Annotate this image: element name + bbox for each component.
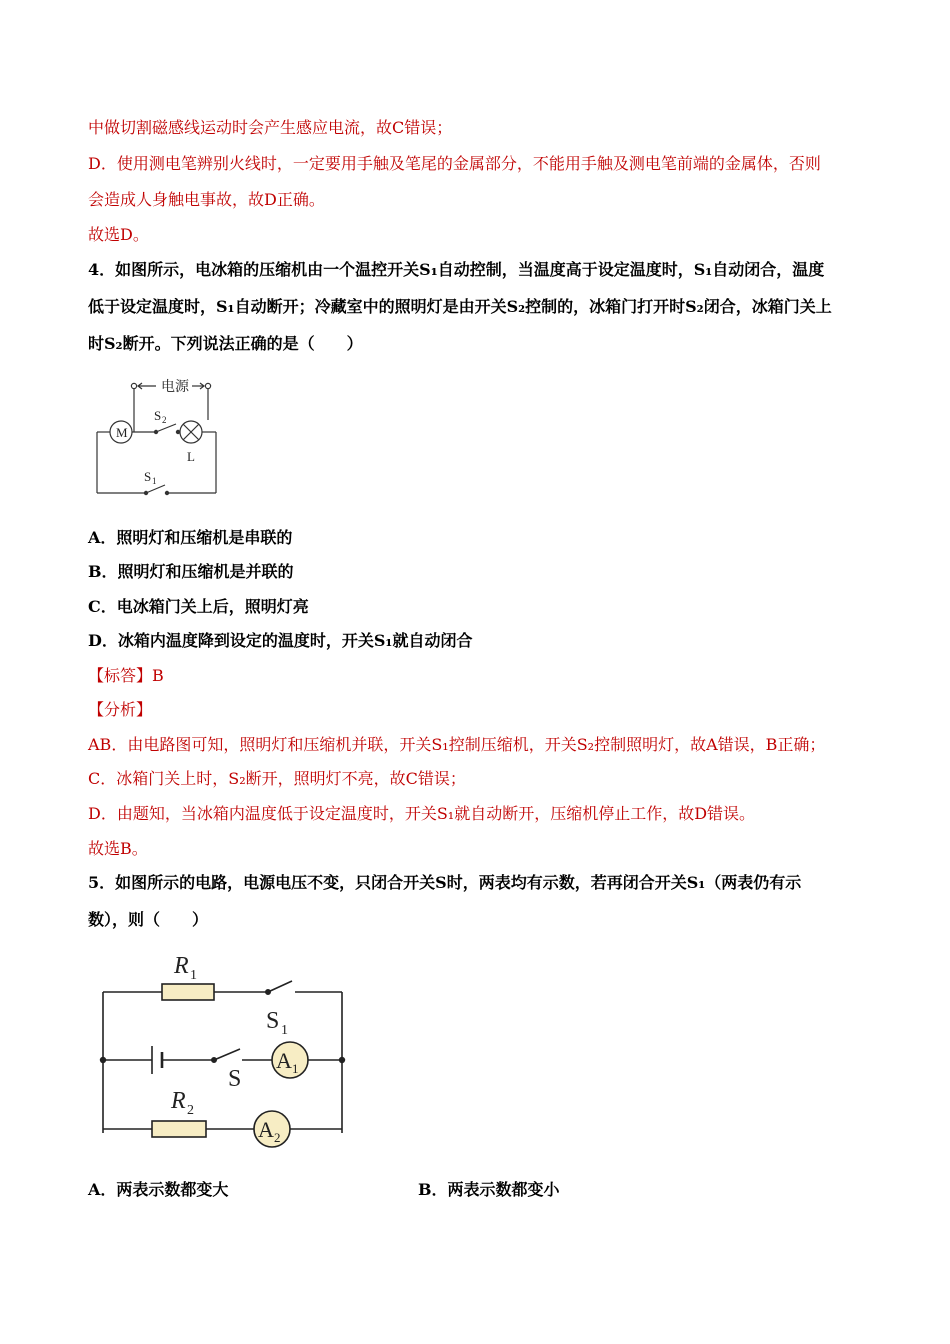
q4-circuit-diagram xyxy=(86,370,236,500)
q4-conclusion: 故选B。 xyxy=(88,839,148,858)
q5-r1-sub: 1 xyxy=(190,968,197,983)
prev-conclusion: 故选D。 xyxy=(88,225,149,244)
q5-r2-sub: 2 xyxy=(187,1103,194,1118)
q4-switch2-sub: 2 xyxy=(162,415,167,425)
q4-switch1-sub: 1 xyxy=(152,476,157,486)
q4-switch2-label: S xyxy=(154,408,162,423)
q4-option-d: D．冰箱内温度降到设定的温度时，开关S₁就自动闭合 xyxy=(88,631,473,650)
q4-switch1-label: S xyxy=(144,469,152,484)
q4-motor-label: M xyxy=(116,425,128,440)
q4-source-label: 电源 xyxy=(161,380,189,395)
q4-analysis-ab: AB．由电路图可知，照明灯和压缩机并联，开关S₁控制压缩机，开关S₂控制照明灯，故A错误，B正确； xyxy=(88,735,826,754)
q5-stem-line1: 5．如图所示的电路，电源电压不变，只闭合开关S时，两表均有示数，若再闭合开关S₁（两表仍有示 xyxy=(88,873,802,892)
q4-lamp-label: L xyxy=(187,449,195,464)
q5-r1-label: R xyxy=(174,953,189,979)
q5-a1-sub: 1 xyxy=(292,1061,299,1076)
q5-circuit-diagram xyxy=(96,946,356,1156)
q4-stem-line3: 时S₂断开。下列说法正确的是（ ） xyxy=(88,334,363,353)
q5-a2-label: A xyxy=(258,1117,274,1142)
q5-s1-label: S xyxy=(266,1008,280,1034)
q4-option-b: B．照明灯和压缩机是并联的 xyxy=(88,562,294,581)
q5-a1-label: A xyxy=(276,1048,292,1073)
q5-option-a: A．两表示数都变大 xyxy=(88,1180,229,1199)
q4-stem-line1: 4．如图所示，电冰箱的压缩机由一个温控开关S₁自动控制，当温度高于设定温度时，S₁自动闭合，温度 xyxy=(88,260,825,279)
q5-stem-line2: 数），则（ ） xyxy=(88,910,209,929)
q4-option-a: A．照明灯和压缩机是串联的 xyxy=(88,528,293,547)
q5-s-label: S xyxy=(228,1066,242,1092)
q4-analysis-c: C．冰箱门关上时，S₂断开，照明灯不亮，故C错误； xyxy=(88,769,466,788)
q5-s1-sub: 1 xyxy=(281,1023,288,1038)
q5-option-b: B．两表示数都变小 xyxy=(418,1180,560,1199)
prev-explanation-d-line1: D．使用测电笔辨别火线时，一定要用手触及笔尾的金属部分，不能用手触及测电笔前端的金属体，否则 xyxy=(88,154,821,173)
q4-answer: 【标答】B xyxy=(88,666,164,685)
q5-a2-sub: 2 xyxy=(274,1130,281,1145)
q4-stem-line2: 低于设定温度时，S₁自动断开；冷藏室中的照明灯是由开关S₂控制的，冰箱门打开时S₂闭合，冰箱门关上 xyxy=(88,297,832,316)
q4-option-c: C．电冰箱门关上后，照明灯亮 xyxy=(88,597,309,616)
q4-analysis-d: D．由题知，当冰箱内温度低于设定温度时，开关S₁就自动断开，压缩机停止工作，故D错误。 xyxy=(88,804,756,823)
prev-explanation-c: 中做切割磁感线运动时会产生感应电流，故C错误； xyxy=(88,118,453,137)
q5-r2-label: R xyxy=(171,1088,186,1114)
q4-analysis-title: 【分析】 xyxy=(88,700,153,719)
prev-explanation-d-line2: 会造成人身触电事故，故D正确。 xyxy=(88,190,325,209)
